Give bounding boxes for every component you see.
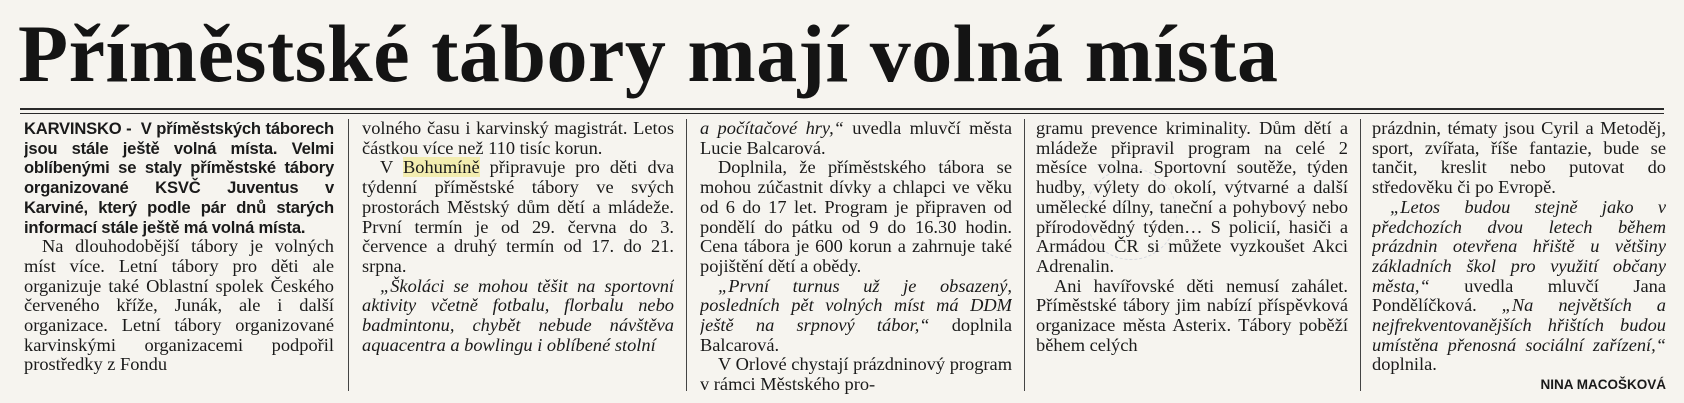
paragraph-text: doplnila. bbox=[1372, 354, 1437, 375]
column-4 bbox=[1036, 119, 1348, 401]
highlighted-word: Bohumíně bbox=[403, 157, 480, 178]
lead-text: V příměstských táborech jsou stále ještě volná místa. Velmi oblíbenými se staly příměstské tábory organizované KSVČ Juventus v Karviné, který podle pár dnů starých informací stále ještě má volná místa. bbox=[24, 119, 334, 237]
paragraph bbox=[700, 119, 1012, 158]
paragraph: V Orlové chystají prázdninový program v rámci Městského pro- bbox=[700, 354, 1012, 395]
quote: „Letos budou stejně jako v předchozích dvou letech během prázdnin otevřena hřiště u většiny základních škol pro využití občany města,“ bbox=[1372, 196, 1666, 296]
paragraph: prázdnin, tématy jsou Cyril a Metoděj, sport, zvířata, říše fantazie, bude se tančit, kreslit nebo putovat do středověku či po Evropě. bbox=[1372, 119, 1666, 198]
column-2 bbox=[362, 119, 674, 401]
paragraph bbox=[362, 158, 674, 276]
paragraph-text: uvedla mluvčí Jana Pondělíčková. bbox=[1372, 275, 1666, 316]
column-divider bbox=[1360, 119, 1361, 391]
headline-rule bbox=[20, 108, 1664, 110]
paragraph-text: připravuje pro děti dva týdenní příměstské tábory ve svých prostorách Městský dům dětí a mládeže. První termín je od 29. června do 3. července a druhý termín od 17. do 21. srpna. bbox=[362, 157, 674, 276]
paragraph: gramu prevence kriminality. Dům dětí a mládeže připravil program na celé 2 měsíce volna. Sportovní soutěže, týden hudby, výlety do okolí, výtvarné a další umělecké dílny, taneční a pohybový nebo přírodovědný týden… S policií, hasiči a Armádou ČR si můžete vyzkoušet Akci Adrenalin. bbox=[1036, 119, 1348, 276]
quote: „Na největších a nejfrekventovanějších hřištích budou umístěna přenosná sociální zařízení,“ bbox=[1372, 295, 1666, 355]
lead-paragraph bbox=[24, 119, 334, 237]
paragraph-text: V bbox=[380, 157, 403, 178]
column-divider bbox=[348, 119, 349, 391]
quote: „Školáci se mohou těšit na sportovní aktivity včetně fotbalu, florbalu nebo badmintonu, chybět nebude návštěva aquacentra a bowlingu i oblíbené stolní bbox=[362, 275, 674, 355]
paragraph bbox=[1372, 198, 1666, 375]
quote-continuation: a počítačové hry,“ bbox=[700, 119, 844, 138]
column-3 bbox=[700, 119, 1012, 401]
dateline: KARVINSKO - bbox=[24, 119, 132, 138]
column-divider bbox=[1024, 119, 1025, 391]
paragraph-text: doplnila Balcarová. bbox=[700, 315, 1012, 355]
paragraph-text: uvedla mluvčí města Lucie Balcarová. bbox=[700, 119, 1012, 158]
column-1 bbox=[24, 119, 334, 401]
paragraph bbox=[700, 277, 1012, 356]
headline-rule-thin bbox=[20, 113, 1664, 114]
quote: „První turnus už je obsazený, posledních pět volných míst má DDM ještě na srpnový tábor,“ bbox=[700, 275, 1012, 336]
column-divider bbox=[686, 119, 687, 391]
author-byline: NINA MACOŠKOVÁ bbox=[1540, 377, 1666, 393]
headline: Příměstské tábory mají volná místa bbox=[18, 8, 1279, 99]
paragraph: Doplnila, že příměstského tábora se mohou zúčastnit dívky a chlapci ve věku od 6 do 17 let. Program je připraven od pondělí do pátku od 9 do 16.30 hodin. Cena tábora je 600 korun a zahrnuje také pojištění dětí a obědy. bbox=[700, 157, 1012, 276]
paragraph: Na dlouhodobější tábory je volných míst více. Letní tábory pro děti ale organizuje také Oblastní spolek Českého červeného kříže, Junák, ale i další organizace. Letní tábory organizované karvinskými organizacemi podpořil prostředky z Fondu bbox=[24, 236, 334, 375]
paragraph: volného času i karvinský magistrát. Letos částkou více než 110 tisíc korun. bbox=[362, 119, 674, 158]
column-5 bbox=[1372, 119, 1666, 401]
paragraph: Ani havířovské děti nemusí zahálet. Příměstské tábory jim nabízí příspěvková organizace města Asterix. Tábory poběží během celých bbox=[1036, 275, 1348, 355]
